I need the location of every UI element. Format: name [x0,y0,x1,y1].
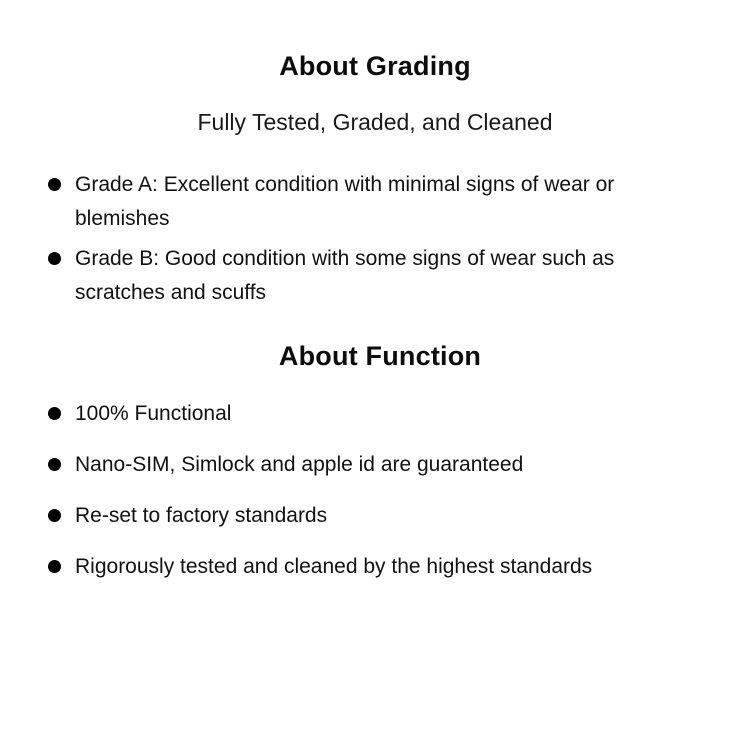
list-item-label: Grade A: Excellent condition with minimal signs of wear or blemishes [75,173,615,231]
list-item-label: Re-set to factory standards [75,503,328,527]
list-item [48,242,702,310]
list-item-label: Nano-SIM, Simlock and apple id are guaranteed [75,452,524,476]
bullet-icon [48,560,61,573]
grading-subheading: Fully Tested, Graded, and Cleaned [197,109,553,136]
bullet-icon [48,178,61,191]
about-function-heading: About Function [278,341,482,372]
bullet-icon [48,407,61,420]
bullet-icon [48,252,61,265]
list-item [48,448,702,482]
list-item [48,550,702,584]
list-item-label: Grade B: Good condition with some signs of wear such as scratches and scuffs [75,247,615,305]
bullet-icon [48,458,61,471]
list-item [48,168,702,236]
bullet-icon [48,509,61,522]
list-item [48,397,702,431]
about-grading-heading: About Grading [279,51,471,81]
list-item-label: Rigorously tested and cleaned by the highest standards [75,554,593,578]
function-list [48,397,702,584]
list-item-label: 100% Functional [75,401,232,425]
grading-list [48,168,702,310]
list-item [48,499,702,533]
